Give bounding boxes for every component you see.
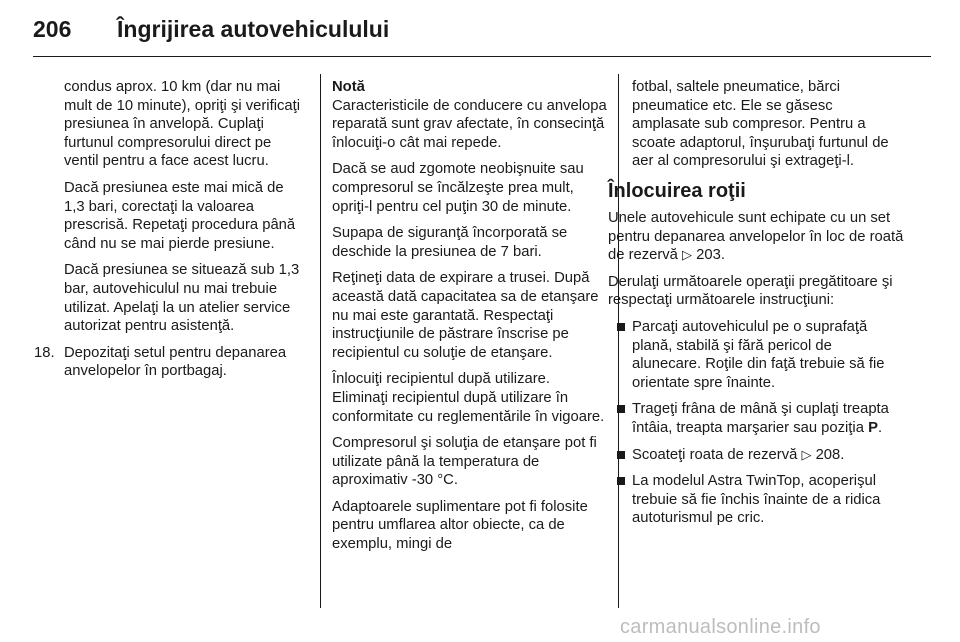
square-bullet-icon (617, 323, 625, 331)
numbered-step-18 (34, 344, 304, 381)
bullet-text: Trageţi frâna de mână şi cuplaţi treapta întâia, treapta marşarier sau poziţia (632, 401, 889, 436)
bullet-text: Scoateţi roata de rezervă (632, 446, 798, 463)
bullet-item (608, 472, 904, 528)
paragraph-text: Unele autovehicule sunt echipate cu un set pentru depanarea anvelopelor în loc de roată de rezervă (608, 209, 904, 264)
note-title: Notă (332, 79, 365, 95)
square-bullet-icon (617, 477, 625, 485)
column-middle (332, 78, 607, 562)
bullet-item (608, 400, 904, 437)
paragraph: Supapa de siguranţă încorporată se deschide la presiunea de 7 bari. (332, 225, 568, 260)
bullet-text-end: . (877, 419, 883, 436)
note-text: Caracteristicile de conducere cu anvelopa reparată sunt grav afectate, în consecinţă înlocuiţi-o cât mai repede. (332, 97, 607, 151)
page-number: 206 (33, 16, 72, 42)
column-left (34, 78, 304, 389)
paragraph: Dacă se aud zgomote neobişnuite sau compresorul se încălzeşte prea mult, opriţi-l pentru cel puţin 30 de minute. (332, 161, 584, 215)
paragraph: condus aprox. 10 km (dar nu mai mult de 10 minute), opriţi şi verificaţi presiunea în anvelopă. Cuplaţi furtunul compresorului direct pe ventil pentru a face acest lucru. (64, 79, 301, 170)
step-text: Depozitaţi setul pentru depanarea anvelopelor în portbagaj. (64, 344, 287, 380)
bullet-text: La modelul Astra TwinTop, acoperişul trebuie să fie închis înainte de a ridica autoturismul pe cric. (632, 473, 881, 527)
bullet-bold-text: P (868, 419, 878, 436)
page-title: Îngrijirea autovehiculului (117, 16, 390, 42)
section-heading: Înlocuirea roţii (608, 179, 746, 202)
square-bullet-icon (617, 405, 625, 413)
square-bullet-icon (617, 451, 625, 459)
paragraph: Reţineţi data de expirare a trusei. După această dată capacitatea sa de etanşare nu mai este garantată. Respectaţi instrucţiunile de păstrare înscrise pe recipientul cu soluţie de etanşare. (332, 270, 599, 361)
bullet-item (608, 446, 904, 465)
watermark: carmanualsonline.info (620, 616, 821, 638)
paragraph: fotbal, saltele pneumatice, bărci pneumatice etc. Ele se găsesc amplasate sub compresor. Pentru a scoate adaptorul, înşurubaţi furtunul de aer al compresorului şi extrageţi-l. (632, 79, 889, 170)
paragraph: Dacă presiunea se situează sub 1,3 bar, autovehiculul nu mai trebuie utilizat. Apelaţi la un atelier service autorizat pentru asistenţă. (64, 262, 300, 335)
paragraph: Dacă presiunea este mai mică de 1,3 bari, corectaţi la valoarea prescrisă. Repetaţi procedura până când nu se mai pierde presiune. (64, 179, 296, 252)
paragraph: Înlocuiţi recipientul după utilizare. Eliminaţi recipientul după utilizare în conformitate cu reglementările în vigoare. (332, 371, 605, 425)
column-right (608, 78, 904, 536)
page-reference: 208. (815, 446, 845, 463)
paragraph: Compresorul şi soluţia de etanşare pot fi utilizate până la temperatura de aproximativ -30 °C. (332, 435, 597, 489)
page-reference: 203. (696, 247, 725, 264)
paragraph: Adaptoarele suplimentare pot fi folosite pentru umflarea altor obiecte, ca de exemplu, mingi de (332, 498, 588, 553)
page-reference-icon: ▷ (682, 247, 693, 263)
paragraph (608, 209, 904, 265)
column-divider-1 (320, 74, 321, 608)
page-reference-icon: ▷ (801, 446, 812, 462)
page-header (33, 12, 931, 57)
bullet-text: Parcaţi autovehiculul pe o suprafaţă plană, stabilă şi fără pericol de alunecare. Roţile din faţă trebuie să fie orientate spre înainte. (632, 318, 885, 391)
paragraph: Derulaţi următoarele operaţii pregătitoare şi respectaţi următoarele instrucţiuni: (608, 273, 893, 309)
step-number: 18. (34, 344, 55, 361)
bullet-item (608, 318, 904, 392)
